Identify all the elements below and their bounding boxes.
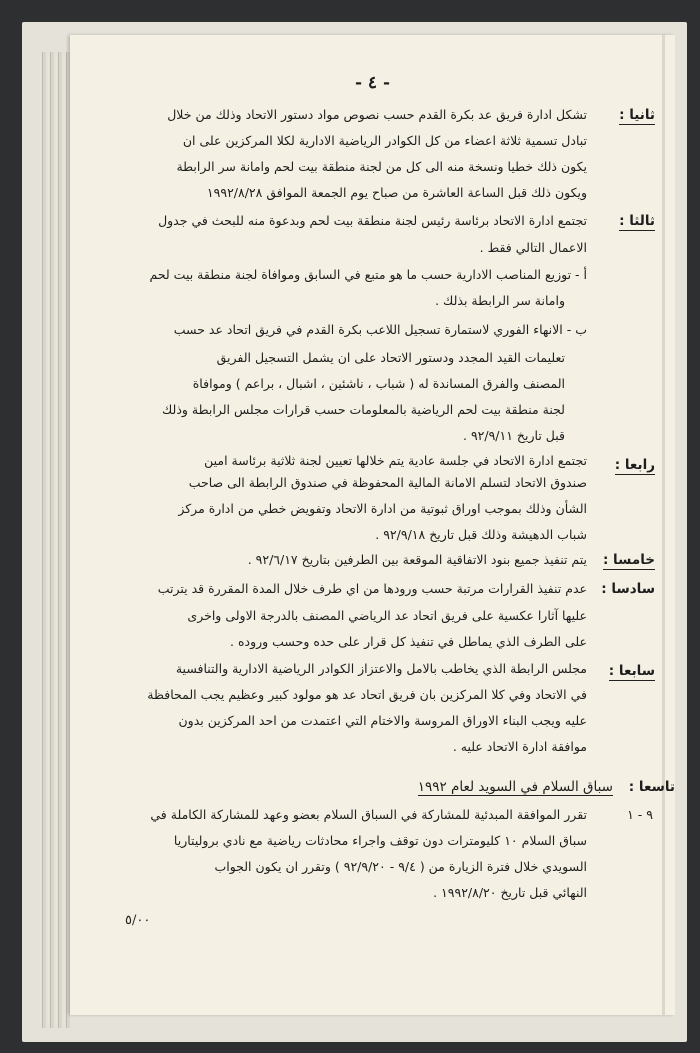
section-line: عليها آثارا عكسية على فريق اتحاد عد الرياضي المصنف بالدرجة الاولى واخرى	[187, 608, 587, 623]
section-line: في الاتحاد وفي كلا المركزين بان فريق اتحاد عد هو مولود كبير وعظيم يجب المحافظة	[147, 687, 587, 702]
section-line: الشأن وذلك بموجب اوراق ثبوتية من ادارة الاتحاد وتفويض خطي من ادارة مركز	[178, 501, 587, 516]
section-line: الاعمال التالي فقط .	[479, 240, 587, 255]
item-line: المصنف والفرق المساندة له ( شباب ، ناشئين ، اشبال ، براعم ) وموافاة	[192, 376, 565, 391]
page-number: - ٤ -	[354, 73, 391, 93]
section-line: تشكل ادارة فريق عد بكرة القدم حسب نصوص مواد دستور الاتحاد وذلك من خلال	[167, 107, 587, 122]
footer-mark: ٥/٠٠	[125, 913, 151, 928]
page-fold	[662, 35, 665, 1015]
section-line: سباق السلام ١٠ كليومترات دون توقف واجراء محادثات رياضية مع نادي برولیتاریا	[173, 833, 587, 848]
section-label-fifth: خامسا :	[602, 552, 655, 568]
section-line: تبادل تسمية ثلاثة اعضاء من كل الكوادر الرياضية الادارية لكلا المركزين على ان	[182, 133, 587, 148]
section-line: تقرر الموافقة المبدئية للمشاركة في السباق السلام بعضو وعهد للمشاركة الكاملة في	[150, 807, 587, 822]
section-label-ninth: تاسعا :	[628, 779, 675, 795]
section-line: موافقة ادارة الاتحاد عليه .	[452, 739, 587, 754]
section-label-seventh: سابعا :	[608, 663, 655, 679]
section-line: ويكون ذلك قبل الساعة العاشرة من صباح يوم الجمعة الموافق ١٩٩٢/٨/٢٨	[206, 185, 587, 200]
item-line: قبل تاريخ ٩٢/٩/١١ .	[463, 428, 565, 443]
item-line: ب - الانهاء الفوري لاستمارة تسجيل اللاعب بكرة القدم في فريق اتحاد عد حسب	[173, 322, 587, 337]
section-line: النهائي قبل تاريخ ١٩٩٢/٨/٢٠ .	[433, 885, 587, 900]
section-line: يتم تنفيذ جميع بنود الاتفاقية الموقعة بين الطرفين بتاريخ ٩٢/٦/١٧ .	[247, 552, 587, 567]
section-title-ninth: سباق السلام في السويد لعام ١٩٩٢	[417, 779, 613, 795]
item-line: أ - توزيع المناصب الادارية حسب ما هو متبع في السابق وموافاة لجنة منطقة بيت لحم	[149, 267, 587, 282]
document-page	[70, 35, 675, 1015]
section-line: شباب الدهيشة وذلك قبل تاريخ ٩٢/٩/١٨ .	[375, 527, 587, 542]
section-line: مجلس الرابطة الذي يخاطب بالامل والاعتزاز الكوادر الرياضية الادارية والتنافسية	[175, 661, 587, 676]
section-line: صندوق الاتحاد لتسلم الامانة المالية المحفوظة في صندوق الرابطة الى صاحب	[188, 475, 587, 490]
item-line: وامانة سر الرابطة بذلك .	[435, 293, 565, 308]
section-line: تجتمع ادارة الاتحاد برئاسة رئيس لجنة منطقة بيت لحم وبدعوة منه للبحث في جدول	[158, 213, 587, 228]
item-line: لجنة منطقة بيت لحم الرياضية بالمعلومات حسب قرارات مجلس الرابطة وذلك	[162, 402, 565, 417]
section-label-sixth: سادسا :	[601, 581, 655, 597]
item-line: تعليمات القيد المجدد ودستور الاتحاد على ان يشمل التسجيل الفريق	[216, 350, 565, 365]
page-edge	[50, 52, 54, 1028]
item-number: ٩ - ١	[627, 807, 653, 822]
section-label-second: ثانيا :	[619, 107, 655, 123]
section-label-third: ثالثا :	[619, 213, 655, 229]
section-line: على الطرف الذي يماطل في تنفيذ كل قرار على حده وحسب وروده .	[230, 634, 587, 649]
section-line: تجتمع ادارة الاتحاد في جلسة عادية يتم خلالها تعيين لجنة ثلاثية برئاسة امين	[204, 453, 587, 468]
section-line: السويدي خلال فترة الزيارة من ( ٩/٤ - ٩٢/٩/٢٠ ) وتقرر ان يكون الجواب	[214, 859, 587, 874]
page-edge	[42, 52, 46, 1028]
section-line: عليه ويجب البناء الاوراق المروسة والاختام التي اعتمدت من احد المركزين بدون	[178, 713, 587, 728]
page-edge	[58, 52, 62, 1028]
section-label-fourth: رابعا :	[614, 457, 655, 473]
section-line: يكون ذلك خطيا ونسخة منه الى كل من لجنة منطقة بيت لحم وامانة سر الرابطة	[176, 159, 587, 174]
section-line: عدم تنفيذ القرارات مرتبة حسب ورودها من اي طرف خلال المدة المقررة قد يترتب	[157, 581, 587, 596]
ninth-title-wrap	[418, 779, 613, 795]
